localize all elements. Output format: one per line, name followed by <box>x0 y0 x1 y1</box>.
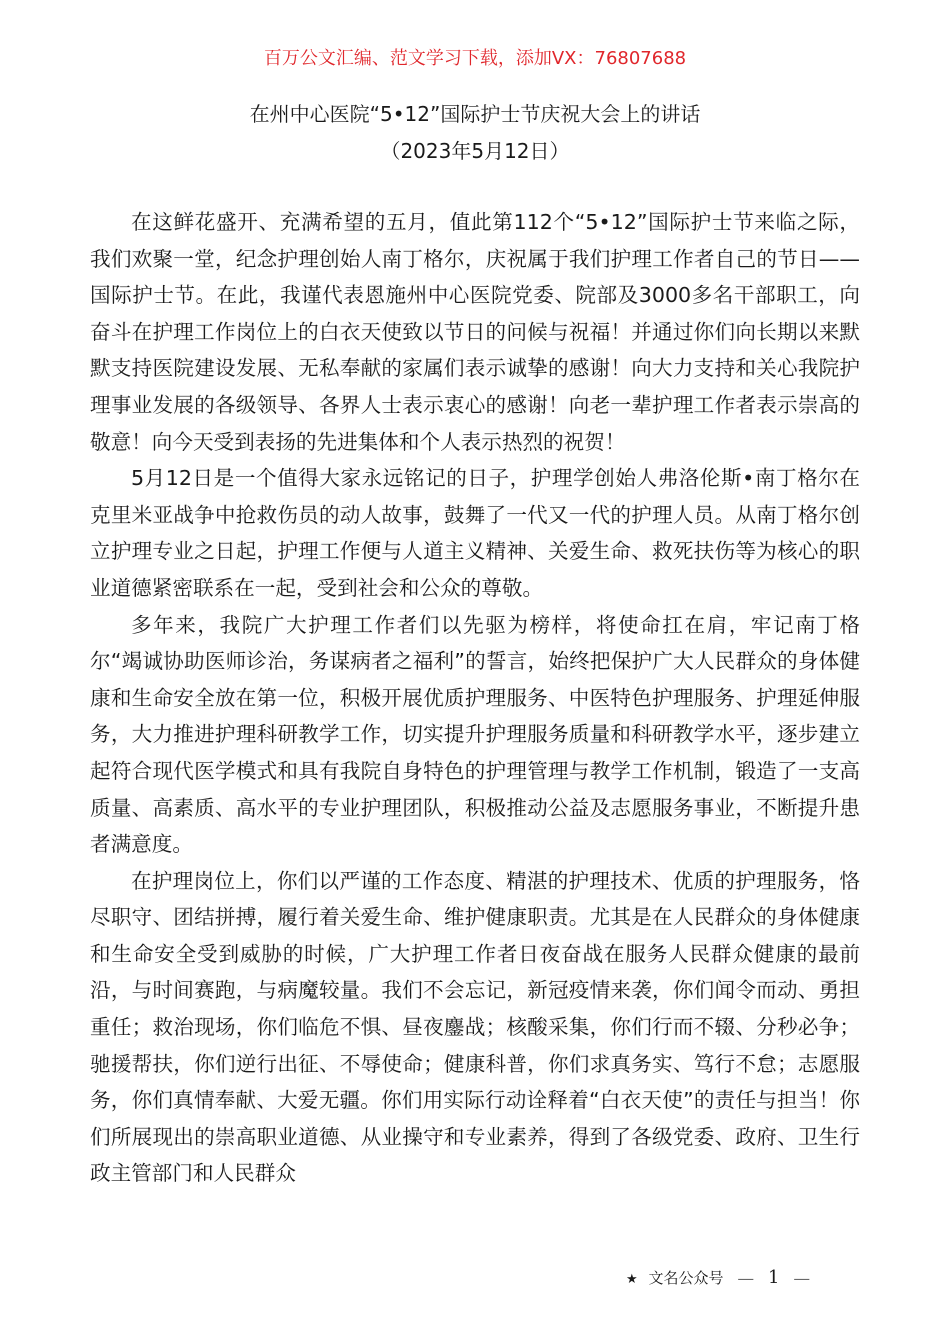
watermark-banner: 百万公文汇编、范文学习下载，添加VX：76807688 <box>263 48 687 69</box>
page-footer <box>626 1265 809 1293</box>
star-icon: ★ <box>626 1272 638 1287</box>
document-body <box>90 204 860 1192</box>
paragraph: 在这鲜花盛开、充满希望的五月，值此第112个“5•12”国际护士节来临之际，我们欢聚一堂，纪念护理创始人南丁格尔，庆祝属于我们护理工作者自己的节日——国际护士节。在此，我谨代表恩施州中心医院党委、院部及3000多名干部职工，向奋斗在护理工作岗位上的白衣天使致以节日的问候与祝福！并通过你们向长期以来默默支持医院建设发展、无私奉献的家属们表示诚挚的感谢！向大力支持和关心我院护理事业发展的各级领导、各界人士表示衷心的感谢！向老一辈护理工作者表示崇高的敬意！向今天受到表扬的先进集体和个人表示热烈的祝贺！ <box>90 210 860 454</box>
page-dash-left: — <box>738 1271 754 1287</box>
page-dash-right: — <box>794 1271 810 1287</box>
paragraph: 多年来，我院广大护理工作者们以先驱为榜样，将使命扛在肩，牢记南丁格尔“竭诚协助医师诊治，务谋病者之福利”的誓言，始终把保护广大人民群众的身体健康和生命安全放在第一位，积极开展优质护理服务、中医特色护理服务、护理延伸服务，大力推进护理科研教学工作，切实提升护理服务质量和科研教学水平，逐步建立起符合现代医学模式和具有我院自身特色的护理管理与教学工作机制，锻造了一支高质量、高素质、高水平的专业护理团队，积极推动公益及志愿服务事业，不断提升患者满意度。 <box>90 612 860 857</box>
paragraph: 5月12日是一个值得大家永远铭记的日子，护理学创始人弗洛伦斯•南丁格尔在克里米亚战争中抢救伤员的动人故事，鼓舞了一代又一代的护理人员。从南丁格尔创立护理专业之日起，护理工作便与人道主义精神、关爱生命、救死扶伤等为核心的职业道德紧密联系在一起，受到社会和公众的尊敬。 <box>90 466 860 600</box>
document-date: （2023年5月12日） <box>380 139 570 163</box>
page-number: 1 <box>768 1267 780 1288</box>
paragraph: 在护理岗位上，你们以严谨的工作态度、精湛的护理技术、优质的护理服务，恪尽职守、团结拼搏，履行着关爱生命、维护健康职责。尤其是在人民群众的身体健康和生命安全受到威胁的时候，广大护理工作者日夜奋战在服务人民群众健康的最前沿，与时间赛跑，与病魔较量。我们不会忘记，新冠疫情来袭，你们闻令而动、勇担重任；救治现场，你们临危不惧、昼夜鏖战；核酸采集，你们行而不辍、分秒必争；驰援帮扶，你们逆行出征、不辱使命；健康科普，你们求真务实、笃行不怠；志愿服务，你们真情奉献、大爱无疆。你们用实际行动诠释着“白衣天使”的责任与担当！你们所展现出的崇高职业道德、从业操守和专业素养，得到了各级党委、政府、卫生行政主管部门和人民群众 <box>90 868 860 1186</box>
footer-label: 文名公众号 <box>648 1269 724 1287</box>
document-title: 在州中心医院“5•12”国际护士节庆祝大会上的讲话 <box>249 102 701 126</box>
